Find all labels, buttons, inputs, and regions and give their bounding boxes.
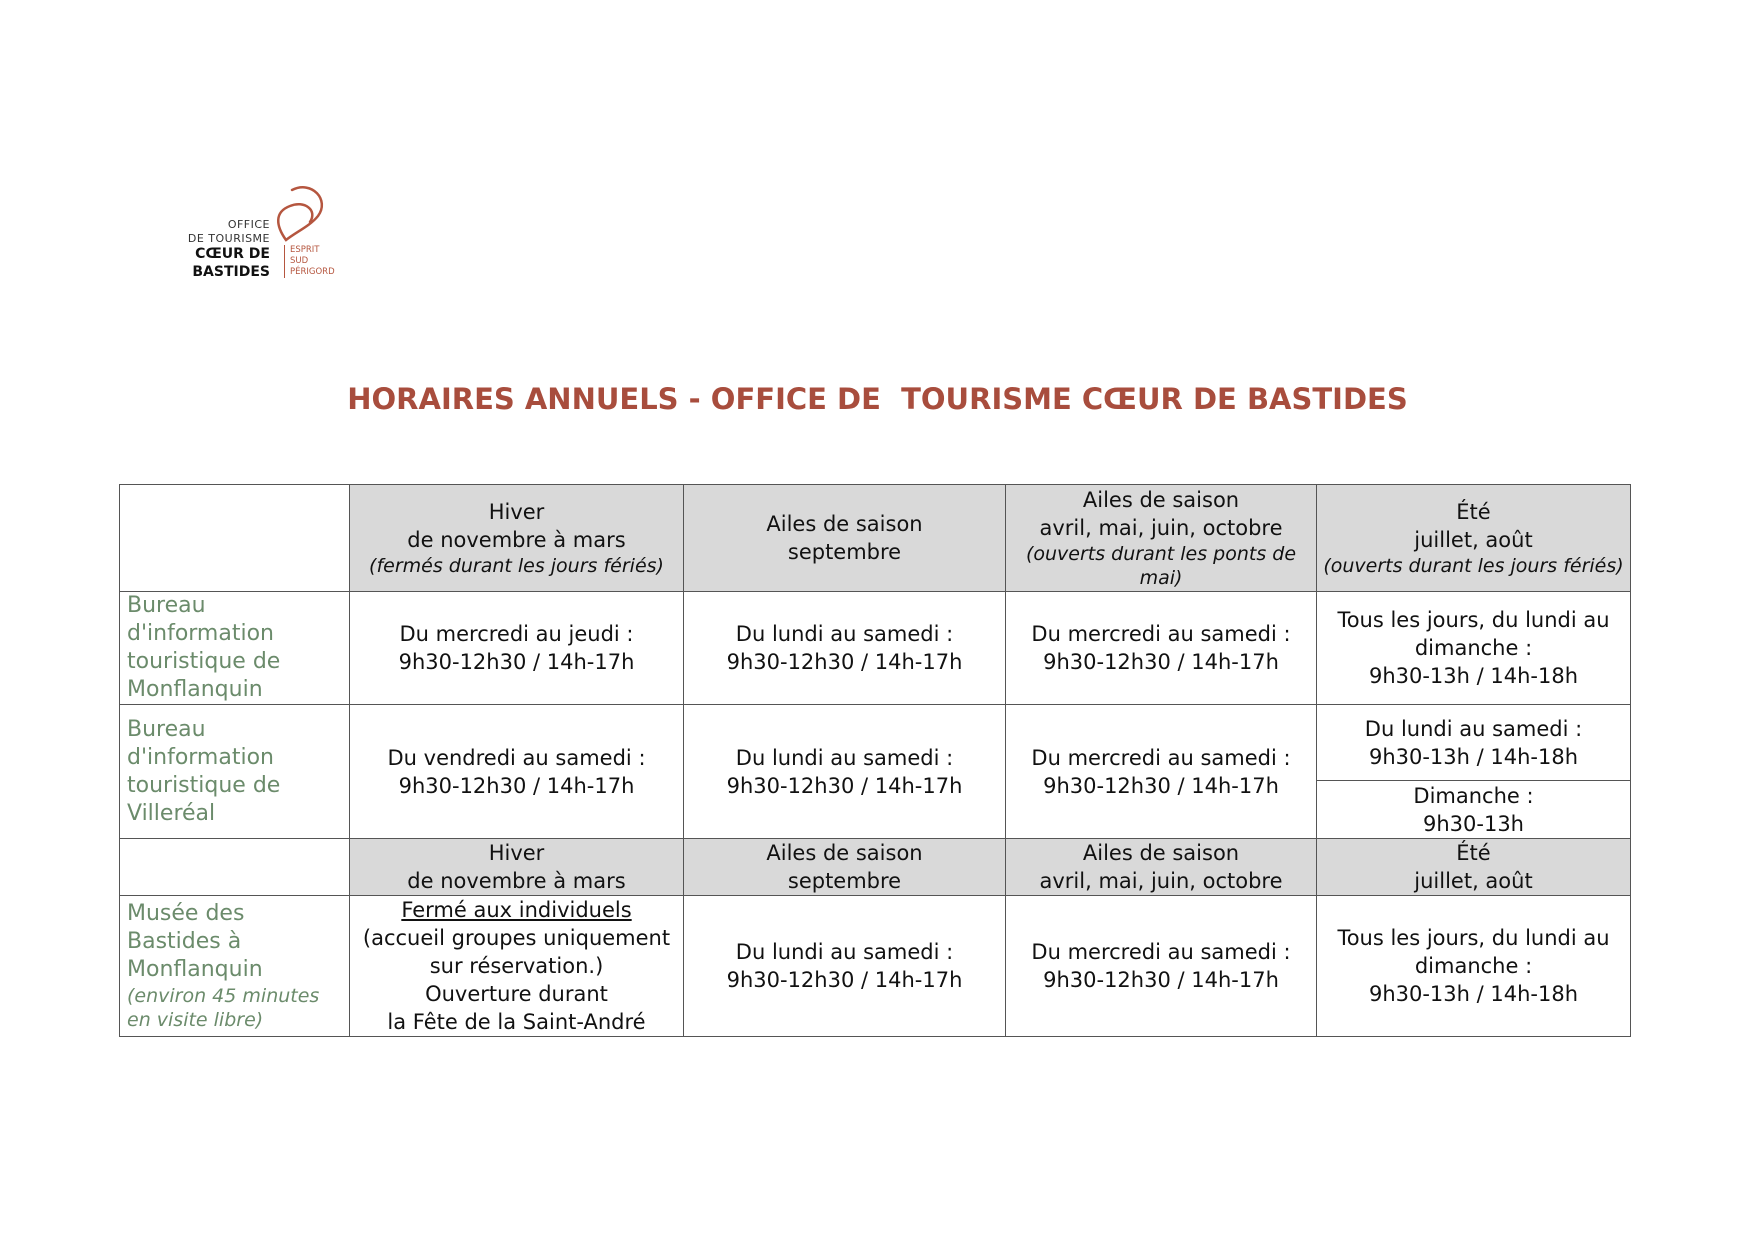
logo-tag: SUD [290,256,309,266]
empty-cell [120,485,350,592]
row-label: Bureau d'information touristique de Villeréal [120,705,350,839]
cell-hiver: Fermé aux individuels (accueil groupes uniquement sur réservation.) Ouverture durant la Fête de la Saint-André [350,896,684,1037]
logo-line: OFFICE [227,218,270,231]
header-hiver: Hiver de novembre à mars [350,839,684,896]
logo-line: CŒUR DE [195,246,270,262]
logo-line: BASTIDES [192,264,270,280]
header-hiver: Hiver de novembre à mars (fermés durant les jours fériés) [350,485,684,592]
cell-septembre: Du lundi au samedi : 9h30-12h30 / 14h-17h [684,896,1006,1037]
header-septembre: Ailes de saison septembre [684,839,1006,896]
logo-line: DE TOURISME [187,232,270,245]
logo [182,182,342,282]
row-musee [120,896,1631,1037]
row-villereal [120,705,1631,781]
logo-tagline [284,245,335,278]
cell-septembre: Du lundi au samedi : 9h30-12h30 / 14h-17h [684,592,1006,705]
header-ailes: Ailes de saison avril, mai, juin, octobre (ouverts durant les ponts de mai) [1006,485,1317,592]
cell-ete: Tous les jours, du lundi au dimanche : 9h30-13h / 14h-18h [1317,592,1631,705]
empty-cell [120,839,350,896]
row-label [120,896,350,1037]
page-title: HORAIRES ANNUELS - OFFICE DE TOURISME CŒUR DE BASTIDES [347,382,1408,416]
cell-ailes: Du mercredi au samedi : 9h30-12h30 / 14h-17h [1006,896,1317,1037]
header-row-musee [120,839,1631,896]
cell-hiver: Du vendredi au samedi : 9h30-12h30 / 14h-17h [350,705,684,839]
cell-ete-weekdays: Du lundi au samedi : 9h30-13h / 14h-18h [1317,705,1631,781]
cell-ete-sunday: Dimanche : 9h30-13h [1317,781,1631,839]
row-label: Bureau d'information touristique de Monflanquin [120,592,350,705]
cell-septembre: Du lundi au samedi : 9h30-12h30 / 14h-17h [684,705,1006,839]
header-ete: Été juillet, août [1317,839,1631,896]
logo-tag: ESPRIT [290,245,320,255]
cell-ailes: Du mercredi au samedi : 9h30-12h30 / 14h-17h [1006,705,1317,839]
header-row [120,485,1631,592]
logo-heart-icon [272,182,332,242]
cell-ete: Tous les jours, du lundi au dimanche : 9h30-13h / 14h-18h [1317,896,1631,1037]
header-ete: Été juillet, août (ouverts durant les jours fériés) [1317,485,1631,592]
cell-ailes: Du mercredi au samedi : 9h30-12h30 / 14h-17h [1006,592,1317,705]
schedule-table [119,484,1631,1037]
logo-tag: PÉRIGORD [290,267,335,277]
header-septembre: Ailes de saison septembre [684,485,1006,592]
row-label-note: (environ 45 minutes en visite libre) [127,985,320,1031]
header-ailes: Ailes de saison avril, mai, juin, octobre [1006,839,1317,896]
row-monflanquin [120,592,1631,705]
row-label-text: Musée des Bastides à Monflanquin [127,901,263,982]
cell-hiver: Du mercredi au jeudi : 9h30-12h30 / 14h-17h [350,592,684,705]
